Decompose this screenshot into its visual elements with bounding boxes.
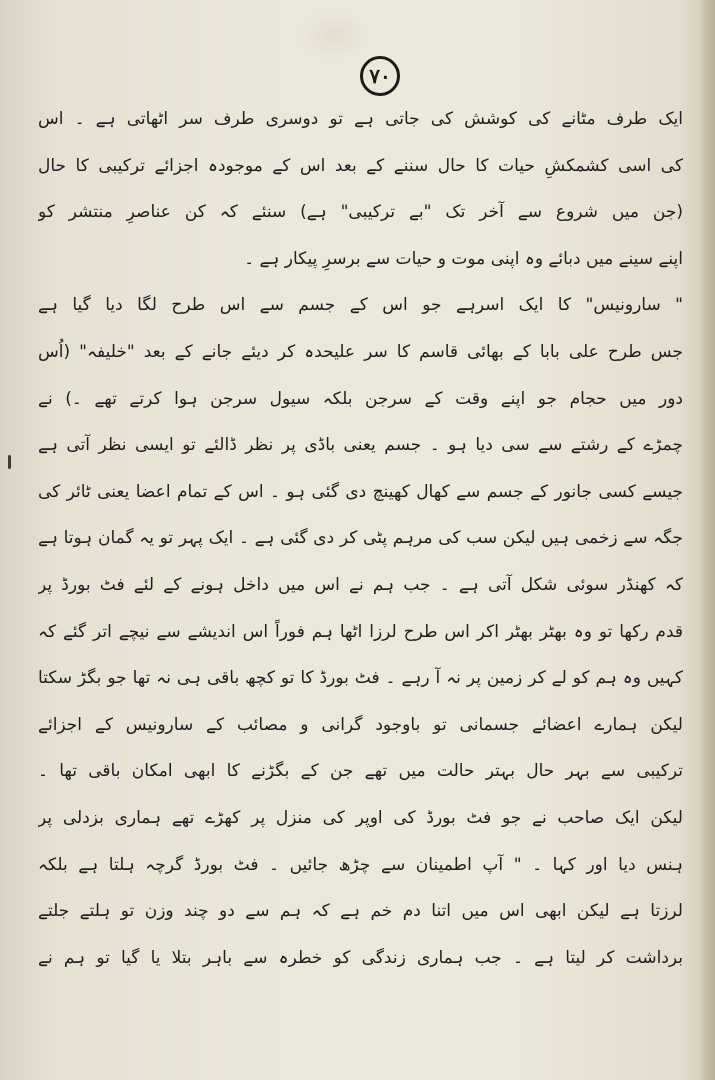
text-line: جیسے کسی جانور کے جسم سے کھال کھینچ دی گئی ہو ۔ اس کے تمام اعضا یعنی ٹائر کی — [38, 481, 683, 502]
text-line: ہنس دیا اور کہا ۔ " آپ اطمینان سے چڑھ جائیں ۔ فٹ بورڈ گرچہ ہلتا ہے بلکہ — [38, 854, 683, 875]
text-line: دور میں حجام جو اپنے وقت کے سرجن بلکہ سیول سرجن ہوا کرتے تھے ۔) نے — [38, 388, 683, 409]
text-line: برداشت کر لیتا ہے ۔ جب ہماری زندگی کو خطرہ سے باہر بتلا یا گیا تو ہم نے — [38, 947, 683, 968]
text-line: (جن میں شروع سے آخر تک "بے ترکیبی" ہے) سنئے کہ کن عناصرِ منتشر کو — [38, 202, 683, 223]
text-line: کی اسی کشمکشِ حیات کا حال سننے کے بعد اس کے موجودہ اجزائے ترکیبی کا حال — [38, 155, 683, 176]
text-line: ترکیبی سے بہر حال بہتر حالت میں تھے جن کے بگڑنے کا ابھی امکان باقی تھا ۔ — [38, 761, 683, 782]
text-line: چمڑے کے رشتے سے سی دیا ہو ۔ جسم یعنی باڈی پر نظر ڈالئے تو ایسی نظر آتی ہے — [38, 435, 683, 456]
text-line: ایک طرف مٹانے کی کوشش کی جاتی ہے تو دوسری طرف سر اٹھاتی ہے ۔ اس — [38, 109, 683, 129]
text-line: لیکن ایک صاحب نے جو فٹ بورڈ کی اوپر کی منزل پر کھڑے تھے ہماری بزدلی پر — [38, 807, 683, 828]
text-line: لرزتا ہے لیکن ابھی اس میں اتنا دم خم ہے کہ ہم سے دو چند وزن تو ہلتے جلتے — [38, 901, 683, 922]
text-line: کہ کھنڈر سوئی شکل آتی ہے ۔ جب ہم نے اس میں داخل ہونے کے لئے فٹ بورڈ پر — [38, 574, 683, 595]
text-line: جس طرح علی بابا کے بھائی قاسم کا سر علیحدہ کر دیئے جانے کے بعد "خلیفہ" (اُس — [38, 341, 683, 362]
text-line: " سارونیس" کا ایک اسرہے جو اس کے جسم سے اس طرح لگا دیا گیا ہے — [38, 295, 683, 316]
page-number: ۷۰ — [360, 56, 400, 96]
text-line: لیکن ہمارے اعضائے جسمانی تو باوجود گرانی و مصائب کے سارونیس کے اجزائے — [38, 714, 683, 735]
text-line: قدم رکھا تو وہ بھٹر بھٹر اکر اس طرح لرزا اٹھا ہم فوراً اس اندیشے سے نیچے اتر گئے کہ — [38, 621, 683, 642]
handwritten-text-block — [38, 96, 683, 981]
text-line: کہیں وہ ہم کو لے کر زمین پر نہ آ رہے ۔ فٹ بورڈ کا تو کچھ باقی ہی نہ تھا جو بگڑ سکتا — [38, 668, 683, 689]
page-edge — [701, 0, 715, 1080]
ink-bleed-mark — [300, 10, 370, 60]
margin-ink-mark — [8, 455, 11, 469]
text-line: اپنے سینے میں دبائے وہ اپنی موت و حیات سے برسرِ پیکار ہے ۔ — [244, 248, 683, 269]
text-line: جگہ سے زخمی ہیں لیکن سب کی مرہم پٹی کر دی گئی ہے ۔ ایک پہر تو یہ گمان ہوتا ہے — [38, 528, 683, 549]
